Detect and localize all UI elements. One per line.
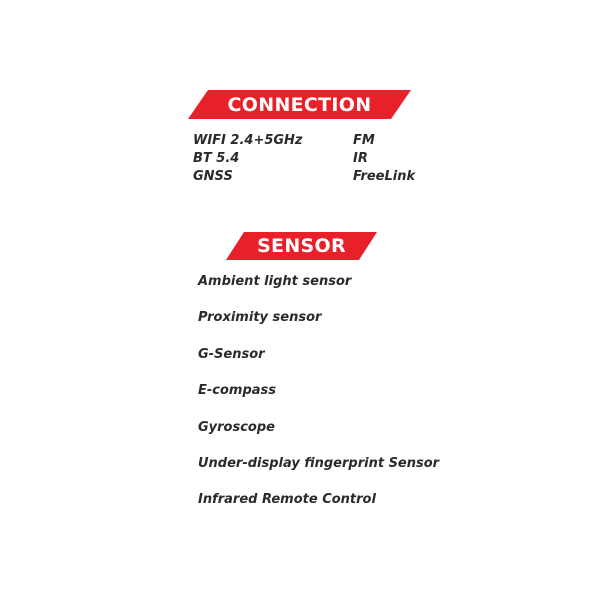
sensor-list [198, 273, 439, 528]
connection-item: WIFI 2.4+5GHz [193, 133, 303, 148]
connection-item: FM [353, 133, 375, 148]
sensor-item: Under-display fingerprint Sensor [198, 455, 440, 471]
connection-list-right [353, 132, 415, 186]
sensor-item: G-Sensor [198, 346, 265, 362]
sensor-item: Gyroscope [198, 419, 275, 435]
sensor-item: Ambient light sensor [198, 274, 352, 289]
connection-banner [188, 90, 411, 119]
sensor-item: Proximity sensor [198, 310, 322, 326]
connection-item: IR [353, 151, 368, 166]
connection-list-left [193, 132, 303, 186]
connection-item: BT 5.4 [193, 151, 240, 166]
connection-title: CONNECTION [227, 93, 372, 116]
connection-item: GNSS [193, 169, 233, 184]
connection-item: FreeLink [353, 169, 416, 184]
sensor-item: Infrared Remote Control [198, 492, 376, 508]
sensor-title: SENSOR [257, 235, 346, 257]
sensor-banner [226, 232, 377, 260]
sensor-item: E-compass [198, 383, 277, 399]
